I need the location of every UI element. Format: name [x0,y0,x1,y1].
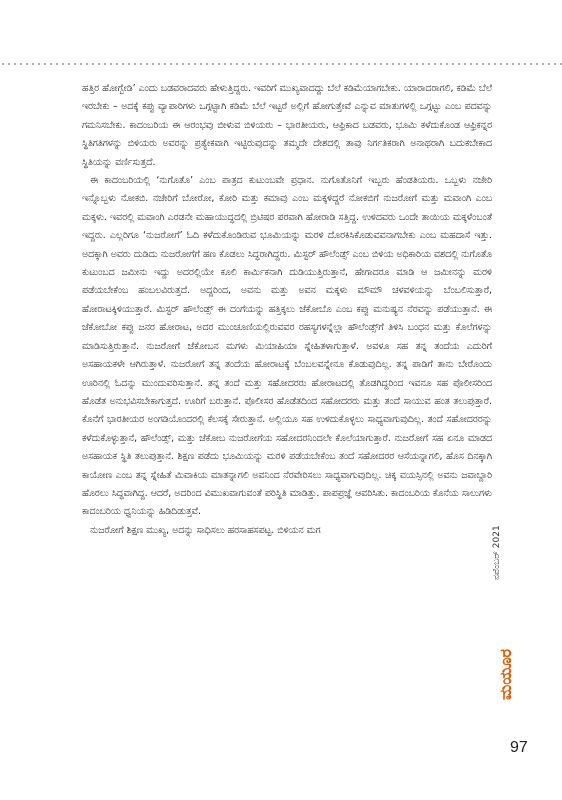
paragraph-2: ಈ ಕಾದಂಬರಿಯಲ್ಲಿ ‘ನುಗೊತೊ’ ಎಂಬ ಪಾತ್ರದ ಕುಟುಂಬವೇ ಪ್ರಧಾನ. ನುಗೊತೊನಿಗೆ ಇಬ್ಬರು ಹೆಂಡತಿಯರು. ಒಬ್ಬಳು ನಜೇರಿ ಇನ್ನೊಬ್ಬಳು ನೋಕಬಿ. ನಜೇರಿಗೆ ಬೋರೋ, ಕೋರಿ ಮತ್ತು ಕಮಾವು ಎಂಬ ಮಕ್ಕಳಿದ್ದರೆ ನೋಕಬಿಗೆ ನುಜರೋಗೆ ಮತ್ತು ಮವಾಂಗಿ ಎಂಬ ಮಕ್ಕಳು. ಇವರಲ್ಲಿ ಮವಾಂಗಿ ಎರಡನೇ ಮಹಾಯುದ್ಧದಲ್ಲಿ ಬ್ರಿಟಿಷರ ಪರವಾಗಿ ಹೋರಾಡಿ ಸತ್ತಿದ್ದ. ಉಳಿದವರು ಒಂದೇ ತಾಯಿಯ ಮಕ್ಕಳೆಂಬಂತೆ ಇದ್ದರು. ಎಲ್ಲರಿಗೂ ‘ನುಜರೋಗೆ’ ಓದಿ ಕಳೆದುಕೊಂಡಿರುವ ಭೂಮಿಯನ್ನು ಮರಳಿ ದೊರಕಿಸಿಕೊಡುವವನಾಗಬೇಕು ಎಂಬ ಮಹದಾಸೆ ಇತ್ತು. ಅದಕ್ಕಾಗಿ ಅವರು ದುಡಿದು ನುಜರೋಗೆಗೆ ಹಣ ಕೊಡಲು ಸಿದ್ಧರಾಗಿದ್ದರು. ಮಿಸ್ಟರ್ ಹೌಲೆಂಡ್ಸ್ ಎಂಬ ಬಿಳಿಯ ಅಧಿಕಾರಿಯ ವಶದಲ್ಲಿ ನುಗೊತೊ ಕುಟುಂಬದ ಜಮೀನು ಇದ್ದು ಅದರಲ್ಲಿಯೇ ಕೂಲಿ ಕಾರ್ಮಿಕನಾಗಿ ದುಡಿಯುತ್ತಿರುತ್ತಾನೆ, ಹೇಗಾದರೂ ಮಾಡಿ ಆ ಜಮೀನನ್ನು ಮರಳಿ ಪಡೆಯಬೇಕೆಂಬ ಹಂಬಲವಿರುತ್ತದೆ. ಅದ್ದರಿಂದ, ಅವನು ಮತ್ತು ಅವನ ಮಕ್ಕಳು ಮೌಮೌ ಚಳವಳಿಯನ್ನು ಬೆಂಬಲಿಸುತ್ತಾರೆ, ಹೋರಾಟಕ್ಕಿಳಿಯುತ್ತಾರೆ. ಮಿಸ್ಟರ್ ಹೌಲೆಂಡ್ಸ್ ಈ ದಂಗೆಯನ್ನು ಹತ್ತಿಕ್ಕಲು ಜೆಕೋಬೊ ಎಂಬ ಕಪ್ಪು ಮನುಷ್ಯನ ನೆರವನ್ನು ಪಡೆಯುತ್ತಾನೆ. ಈ ಜೆಕೋಬೋ ಕಪ್ಪು ಜನರ ಹೋರಾಟ, ಅದರ ಮುಂಚೂಣಿಯಲ್ಲಿರುವವರ ರಹಸ್ಯಗಳನ್ನೆಲ್ಲಾ ಹೌಲೆಂಡ್ಸ್‌ಗೆ ತಿಳಿಸಿ ಬಂಧನ ಮತ್ತು ಕೊಲೆಗಳನ್ನು ಮಾಡಿಸುತ್ತಿರುತ್ತಾನೆ. ನುಜರೋಗೆ ಜೆಕೋಬನ ಮಗಳು ಮಿಯಾಹಿಯಾ ಸ್ನೇಹಿತಳಾಗುತ್ತಾಳೆ. ಅವಳೂ ಸಹ ತನ್ನ ತಂದೆಯ ಎದುರಿಗೆ ಅಸಹಾಯಕಳೇ ಆಗಿರುತ್ತಾಳೆ. ನುಜರೋಗೆ ತನ್ನ ತಂದೆಯ ಹೋರಾಟಕ್ಕೆ ಬೆಂಬಲವನ್ನೇನೂ ಕೊಡುವುದಿಲ್ಲ. ತನ್ನ ಪಾಡಿಗೆ ತಾನು ಬೇರೊಂದು ಊರಿನಲ್ಲಿ ಓದನ್ನು ಮುಂದುವರಿಸುತ್ತಾನೆ. ತನ್ನ ತಂದೆ ಮತ್ತು ಸಹೋದರರು ಹೋರಾಟದಲ್ಲಿ ತೊಡಗಿದ್ದರಿಂದ ಇವನೂ ಸಹ ಪೊಲೀಸರಿಂದ ಹೊಡೆತ ಅನುಭವಿಸಬೇಕಾಗುತ್ತದೆ. ಊರಿಗೆ ಬರುತ್ತಾನೆ. ಪೊಲೀಸರ ಹೊಡೆತದಿಂದ ಸಹೋದರರು ಮತ್ತು ತಂದೆ ಸಾಯುವ ಹಂತ ತಲುಪುತ್ತಾರೆ. ಕೊನೆಗೆ ಭಾರತೀಯರ ಅಂಗಡಿಯೊಂದರಲ್ಲಿ ಕೆಲಸಕ್ಕೆ ಸೇರುತ್ತಾನೆ. ಅಲ್ಲಿಯೂ ಸಹ ಉಳಿದುಕೊಳ್ಳಲು ಸಾಧ್ಯವಾಗುವುದಿಲ್ಲ. ತಂದೆ ಸಹೋದರರನ್ನು ಕಳೆದುಕೊಳ್ಳುತ್ತಾನೆ, ಹೌಲೆಂಡ್ಸ್, ಮತ್ತು ಜೆಕೋಬ ನುಜರೋಗೆಯ ಸಹೋದರನಿಂದಲೇ ಕೊಲೆಯಾಗುತ್ತಾರೆ. ನುಜರೋಗೆ ಸಹ ಏನೂ ಮಾಡದ ಅಸಹಾಯಕ ಸ್ಥಿತಿ ತಲುಪುತ್ತಾನೆ. ಶಿಕ್ಷಣ ಪಡೆದು ಭೂಮಿಯನ್ನು ಮರಳಿ ಪಡೆಯಬೇಕೆಂಬ ತಂದೆ ಸಹೋದರರ ಆಸೆಯನ್ನಾಗಲಿ, ಹೊಸ ದಿನಕ್ಕಾಗಿ ಕಾಯೋಣ ಎಂಬ ತನ್ನ ಸ್ನೇಹಿತೆ ಮಿವಾಕಿಯ ಮಾತನ್ನಾಗಲಿ ಅವನಿಂದ ನೆರವೇರಿಸಲು ಸಾಧ್ಯವಾಗುವುದಿಲ್ಲ. ಚಿಕ್ಕ ವಯಸ್ಸಿನಲ್ಲಿ ಅವನು ಜವಾಬ್ದಾರಿ ಹೊರಲು ಸಿದ್ಧವಾಗಿದ್ದ. ಆದರೆ, ಅದರಿಂದ ವಿಮುಖವಾಗುವಂತೆ ಪರಿಸ್ಥಿತಿ ಮಾಡಿತ್ತು. ಪಾಪಪ್ರಜ್ಞೆ ಆವರಿಸಿತು. ಕಾದಂಬರಿಯ ಕೊನೆಯ ಸಾಲುಗಳು ಕಾದಂಬರಿಯ ಧ್ವನಿಯನ್ನು ಹಿಡಿದಿಡುತ್ತವೆ. [82,175,492,518]
paragraph-3: ನುಜರೋಗೆ ಶಿಕ್ಷಣ ಮುಖ್ಯ, ಅದನ್ನು ಸಾಧಿಸಲು ಹರಸಾಹಸಪಟ್ಟ. ಬಿಳಿಯನ ಮಗ [90,524,321,536]
article-body [82,80,492,540]
dotted-divider [0,63,562,65]
issue-date: ನವೆಂಬರ್ 2021 [492,525,502,580]
paragraph-1: ಹತ್ತಿರ ಹೋಗ್ಬೇಡಿ’ ಎಂದು ಬಡವರಾದವರು ಹೇಳುತ್ತಿದ್ದರು. ಇವರಿಗೆ ಮುಖ್ಯವಾದದ್ದು ಬೆಲೆ ಕಡಿಮೆಯಾಗಬೇಕು. ಯಾರಾದರಾಗಲಿ, ಕಡಿಮೆ ಬೆಲೆ ಇರಬೇಕು – ಅದಕ್ಕೆ ಕಪ್ಪು ವ್ಯಾಪಾರಿಗಳು ಒಗ್ಗಟ್ಟಾಗಿ ಕಡಿಮೆ ಬೆಲೆ ಇಟ್ಟರೆ ಅಲ್ಲಿಗೆ ಹೋಗುತ್ತೇವೆ ಎನ್ನುವ ಮಾತುಗಳಲ್ಲಿ ಒಗ್ಗಟ್ಟು ಎಂಬ ಪದವನ್ನು ಗಮನಿಸಬೇಕು. ಕಾದಂಬರಿಯ ಈ ಆರಂಭವು ಬೀಳುವ ಬಿಳಿಯರು – ಭಾರತೀಯರು, ಆಫ್ರಿಕಾದ ಬಡವರು, ಭೂಮಿ ಕಳೆದುಕೊಂಡ ಆಫ್ರಿಕನ್ನರ ಸ್ಥಿತಿಗತಿಗಳನ್ನು ಬಿಳಿಯರು ಅವರನ್ನು ಪ್ರತ್ಯೇಕವಾಗಿ ಇಟ್ಟಿರುವುದನ್ನು ತಮ್ಮದೇ ದೇಶದಲ್ಲಿ ತಾವು ನಿರ್ಗತಿಕರಾಗಿ ಅನಾಥರಾಗಿ ಬದುಕಬೇಕಾದ ಸ್ಥಿತಿಯನ್ನು ವರ್ಣಿಸುತ್ತದೆ. [82,83,492,168]
page-number: 97 [510,739,528,756]
magazine-logo: ಮಯೂರ [496,648,515,700]
